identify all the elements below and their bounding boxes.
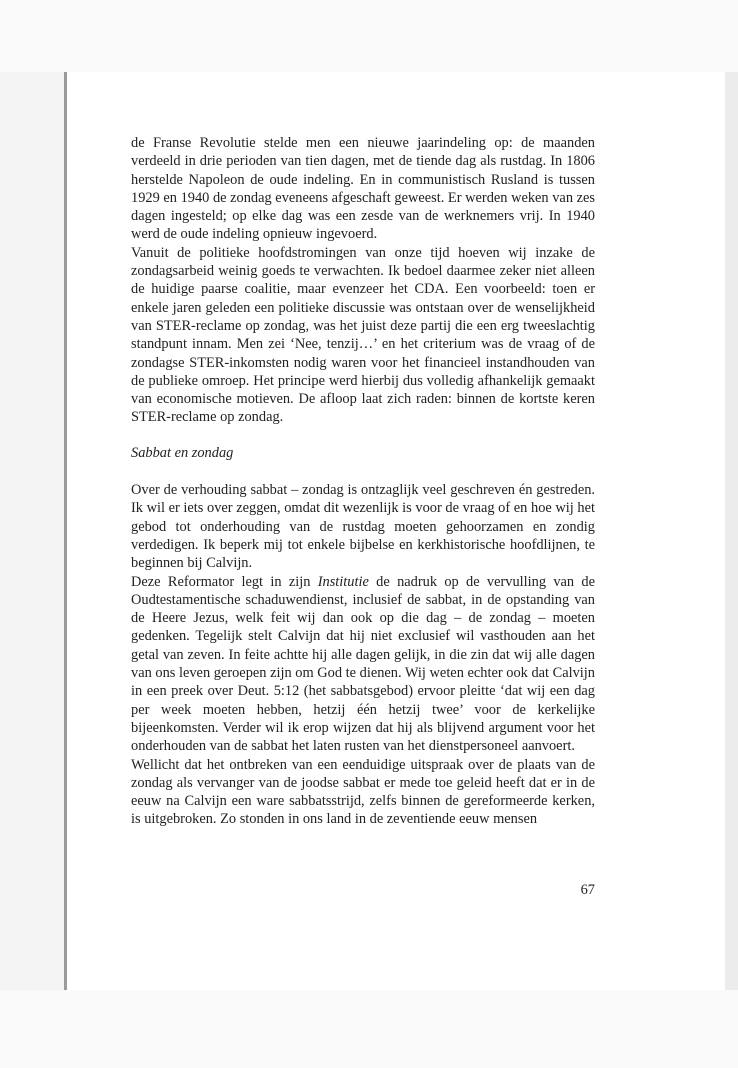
paragraph-institutie	[131, 573, 595, 756]
page-number: 67	[580, 882, 595, 898]
paragraph: Vanuit de politieke hoofdstromingen van onze tijd hoeven wij inzake de zondagsarbeid weinig goeds te verwachten. Ik bedoel daarmee zeker niet alleen de huidige paarse coalitie, maar evenzeer het CDA. Een voorbeeld: toen er enkele jaren geleden een politieke discussie was ontstaan over de wenselijkheid van STER-reclame op zondag, was het juist deze partij die een erg tweeslachtig standpunt innam. Men zei ‘Nee, tenzij…’ en het criterium was de vraag of de zondagse STER-inkomsten nodig waren voor het financieel instandhouden van de publieke omroep. Het principe werd hierbij dus volledig afhankelijk gemaakt van economische motieven. De afloop laat zich raden: binnen de kortste keren STER-reclame op zondag.	[131, 244, 595, 426]
page-body	[131, 134, 595, 829]
paragraph: Over de verhouding sabbat – zondag is ontzaglijk veel geschreven én gestreden. Ik wil er iets over zeggen, omdat dit wezenlijk is voor de vraag of en hoe wij het gebod tot onderhouding van de rustdag moeten gehoorzamen en zondig verdedigen. Ik beperk mij tot enkele bijbelse en kerkhistorische hoofdlijnen, te beginnen bij Calvijn.	[131, 482, 595, 572]
paragraph: Wellicht dat het ontbreken van een eenduidige uitspraak over de plaats van de zondag als vervanger van de joodse sabbat er mede toe geleid heeft dat er in de eeuw na Calvijn een ware sabbatsstrijd, zelfs binnen de gereformeerde kerken, is uitgebroken. Zo stonden in ons land in de zeventiende eeuw mensen	[131, 756, 595, 828]
section-heading: Sabbat en zondag	[131, 444, 234, 461]
text-span: Deze Reformator legt in zijn	[131, 573, 318, 590]
book-title: Institutie	[317, 573, 369, 590]
paragraph: de Franse Revolutie stelde men een nieuwe jaarindeling op: de maanden verdeeld in drie perioden van tien dagen, met de tiende dag als rustdag. In 1806 herstelde Napoleon de oude indeling. En in communistisch Rusland is tussen 1929 en 1940 de zondag eveneens afgeschaft geweest. Er werden weken van zes dagen ingesteld; op elke dag was een zesde van de werknemers vrij. In 1940 werd de oude indeling opnieuw ingevoerd.	[131, 135, 595, 243]
text-span: de nadruk op de vervulling van de Oudtestamentische schaduwendienst, inclusief de sabbat, in de opstanding van de Heere Jezus, welk feit wij dan ook op die dag – de zondag – moeten gedenken. Tegelijk stelt Calvijn dat hij niet exclusief wil vasthouden aan het getal van zeven. In feite achtte hij alle dagen gelijk, in die zin dat wij alle dagen van ons leven geroepen zijn om God te dienen. Wij weten echter ook dat Calvijn in een preek over Deut. 5:12 (het sabbatsgebod) ervoor pleitte ‘dat wij een dag per week moeten hebben, hetzij één hetzij twee’ voor de kerkelijke bijeenkomsten. Verder wil ik erop wijzen dat hij als blijvend argument voor het onderhouden van de sabbat het laten rusten van het dienstpersoneel aanvoert.	[131, 573, 595, 755]
page-edge	[725, 72, 738, 990]
left-page-edge	[0, 72, 64, 990]
